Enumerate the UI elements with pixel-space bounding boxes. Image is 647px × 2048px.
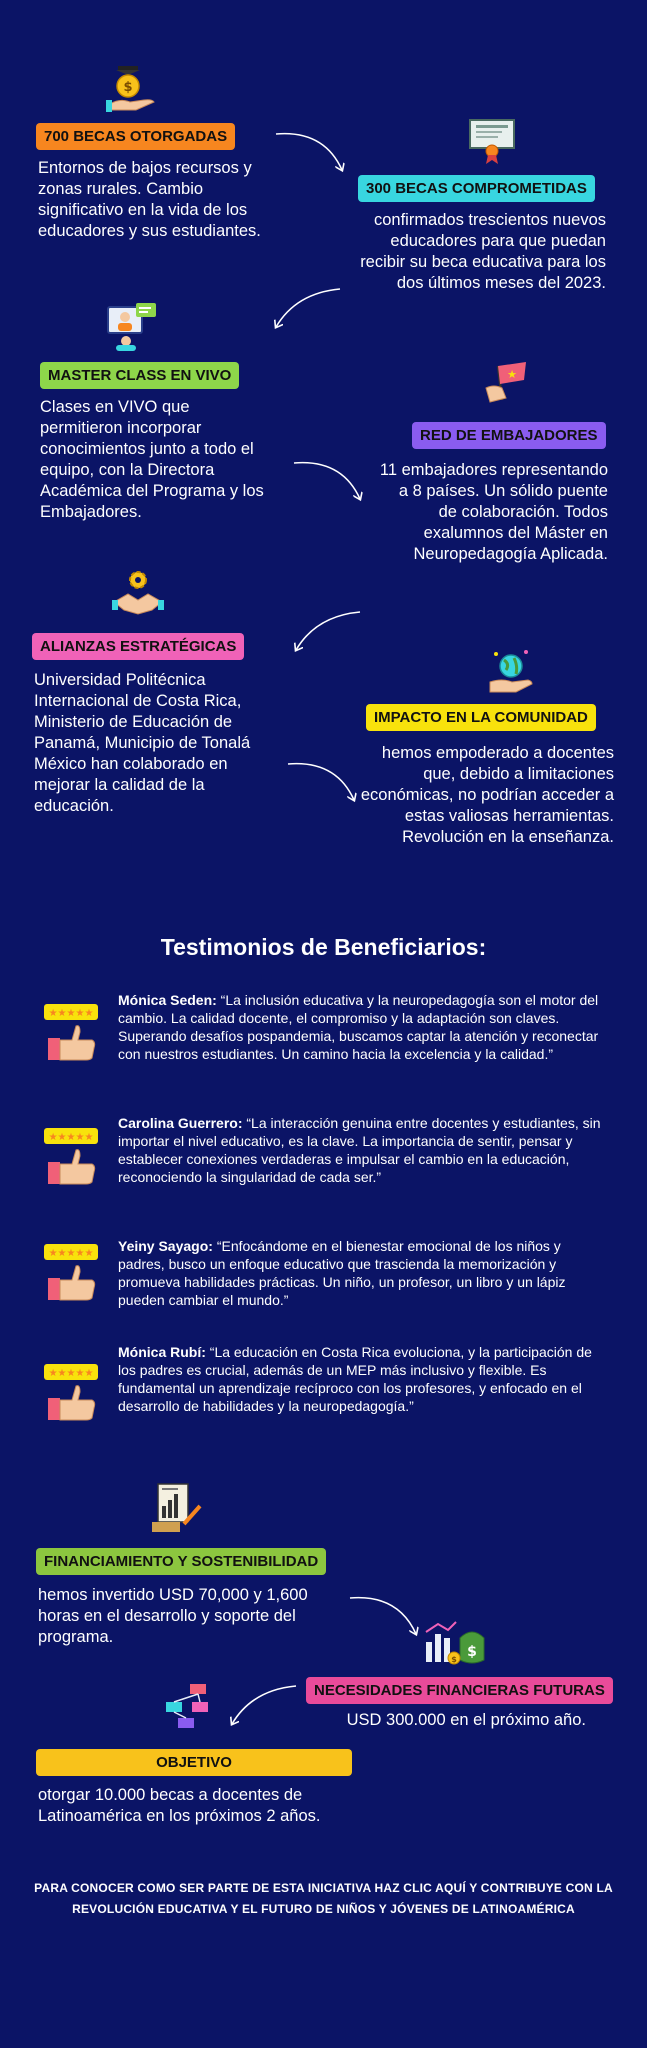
curved-arrow-3: [290, 457, 370, 507]
rating-thumbs-icon: [42, 1126, 102, 1190]
financiamiento-badge: FINANCIAMIENTO Y SOSTENIBILIDAD: [36, 1548, 326, 1575]
testimonial-quote: “Enfocándome en el bienestar emocional de los niños y padres, busco un enfoque educativo que trascienda la memorización y promueva habilidades prácticas. Un niño, un profesor, un libro y un lápiz pueden cambiar el mundo.”: [118, 1238, 566, 1308]
becas-otorgadas-text: Entornos de bajos recursos y zonas rurales. Cambio significativo en la vida de los educadores y sus estudiantes.: [38, 159, 261, 240]
testimonial-author: Carolina Guerrero:: [118, 1115, 243, 1131]
becas-comprometidas-text: confirmados trescientos nuevos educadores para que puedan recibir su beca educativa para los dos últimos meses del 2023.: [360, 211, 606, 292]
alianzas-text: Universidad Politécnica Internacional de Costa Rica, Ministerio de Educación de Panamá, Municipio de Tonalá México han colaborado en mejorar la calidad de la educación.: [34, 671, 251, 815]
svg-text:★★★★★: ★★★★★: [48, 1368, 94, 1379]
cta-line-1[interactable]: PARA CONOCER COMO SER PARTE DE ESTA INICIATIVA HAZ CLIC AQUÍ Y CONTRIBUYE CON LA: [34, 1881, 613, 1895]
testimonial-quote: “La educación en Costa Rica evoluciona, y la participación de los padres es crucial, además de un MEP más inclusivo y flexible. Es fundamental un aprendizaje recíproco con los profesores, y enfocado en el desarrollo de habilidades y la neuropedagogía.”: [118, 1344, 592, 1414]
master-class-text: Clases en VIVO que permitieron incorporar conocimientos junto a todo el equipo, con la Directora Académica del Programa y los Embajadores.: [40, 398, 264, 521]
becas-otorgadas-badge: 700 BECAS OTORGADAS: [36, 123, 235, 150]
flowchart-icon: [160, 1684, 214, 1732]
svg-text:$: $: [467, 1644, 477, 1660]
rating-thumbs-icon: [42, 1242, 102, 1306]
svg-text:$: $: [451, 1655, 457, 1664]
svg-text:★: ★: [507, 368, 517, 381]
master-class-badge: MASTER CLASS EN VIVO: [40, 362, 239, 389]
testimonial-author: Mónica Seden:: [118, 992, 217, 1008]
handshake-gear-icon: [112, 568, 164, 616]
alianzas-badge: ALIANZAS ESTRATÉGICAS: [32, 633, 244, 660]
objetivo-text: otorgar 10.000 becas a docentes de Latinoamérica en los próximos 2 años.: [38, 1786, 321, 1825]
testimonial-quote: “La interacción genuina entre docentes y estudiantes, sin importar el nivel educativo, es la clave. La importancia de sentir, pensar y establecer conexiones verdaderas e impulsar el cambio en la educación, reconociendo la singularidad de cada ser.”: [118, 1115, 601, 1185]
testimonials-title: Testimonios de Beneficiarios:: [160, 934, 487, 960]
rating-thumbs-icon: [42, 1362, 102, 1426]
becas-comprometidas-badge: 300 BECAS COMPROMETIDAS: [358, 175, 595, 202]
curved-arrow-1: [272, 128, 352, 178]
testimonial: [118, 1114, 608, 1186]
curved-arrow-6: [346, 1592, 426, 1642]
svg-text:★★★★★: ★★★★★: [48, 1132, 94, 1143]
rating-thumbs-icon: [42, 1002, 102, 1066]
curved-arrow-7: [222, 1682, 302, 1732]
svg-text:$: $: [123, 80, 133, 95]
impacto-badge: IMPACTO EN LA COMUNIDAD: [366, 704, 596, 731]
curved-arrow-4: [286, 608, 366, 658]
red-embajadores-badge: RED DE EMBAJADORES: [412, 422, 606, 449]
cta-line-2[interactable]: REVOLUCIÓN EDUCATIVA Y EL FUTURO DE NIÑOS Y JÓVENES DE LATINOAMÉRICA: [72, 1902, 575, 1916]
testimonial-author: Yeiny Sayago:: [118, 1238, 213, 1254]
svg-text:★★★★★: ★★★★★: [48, 1008, 94, 1019]
money-growth-icon: [424, 1618, 488, 1666]
necesidades-text: USD 300.000 en el próximo año.: [346, 1711, 586, 1729]
call-to-action[interactable]: [10, 1878, 637, 1920]
flag-hand-icon: [482, 358, 532, 404]
svg-text:★★★★★: ★★★★★: [48, 1248, 94, 1259]
testimonial: [118, 991, 608, 1063]
online-class-icon: [106, 303, 158, 351]
necesidades-badge: NECESIDADES FINANCIERAS FUTURAS: [306, 1677, 613, 1704]
testimonial: [118, 1237, 608, 1309]
testimonial-author: Mónica Rubí:: [118, 1344, 206, 1360]
objetivo-badge: OBJETIVO: [36, 1749, 352, 1776]
globe-hand-icon: [488, 648, 534, 694]
report-chart-icon: [152, 1484, 204, 1532]
financiamiento-text: hemos invertido USD 70,000 y 1,600 horas en el desarrollo y soporte del programa.: [38, 1586, 308, 1646]
impacto-text: hemos empoderado a docentes que, debido a limitaciones económicas, no podrían acceder a estas valiosas herramientas. Revolución en la enseñanza.: [360, 744, 614, 846]
testimonial-quote: “La inclusión educativa y la neuropedagogía son el motor del cambio. La calidad docente, el compromiso y la adaptación son claves. Superando desafíos pospandemia, buscamos captar la atención y reconectar con nuestros estudiantes. Un camino hacia la excelencia y la calidad.”: [118, 992, 599, 1062]
diploma-icon: [468, 118, 518, 164]
red-embajadores-text: 11 embajadores representando a 8 países. Un sólido puente de colaboración. Todos exalumnos del Máster en Neuropedagogía Aplicada.: [379, 461, 608, 563]
testimonial: [118, 1343, 608, 1415]
curved-arrow-2: [266, 285, 346, 335]
money-hand-icon: [106, 66, 158, 114]
